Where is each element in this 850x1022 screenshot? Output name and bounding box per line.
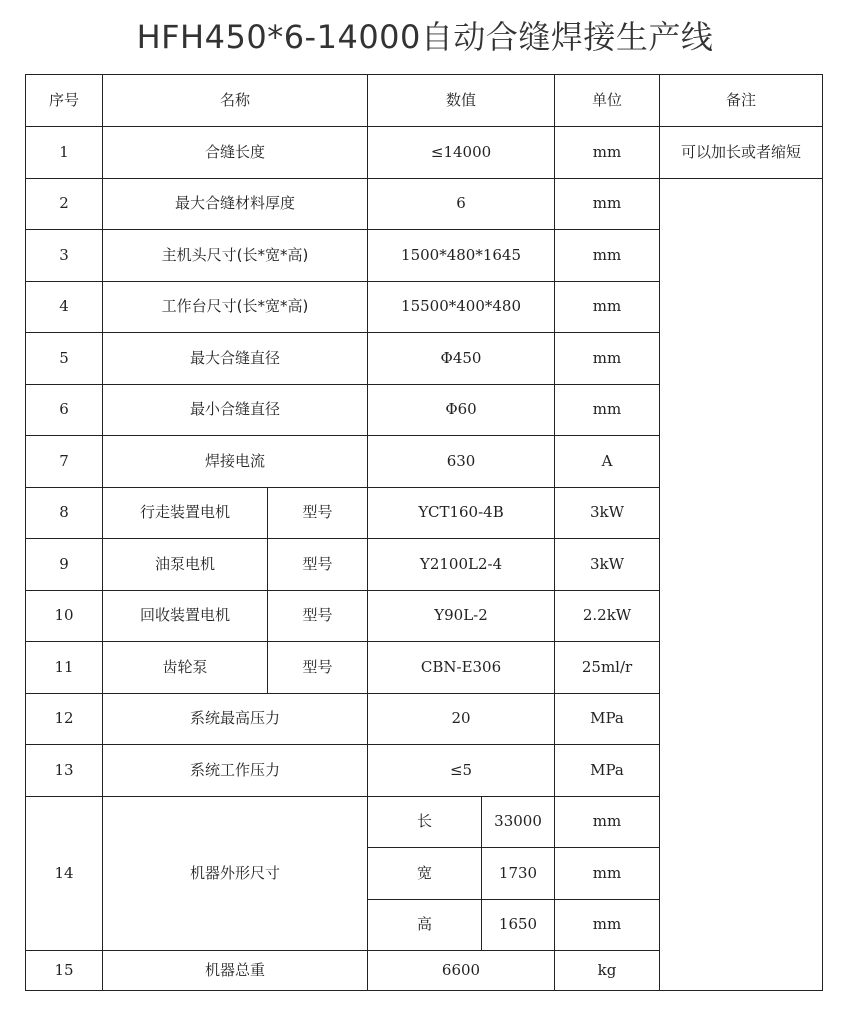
cell-value: Y90L-2: [368, 590, 555, 642]
table-row: [26, 178, 823, 230]
cell-name: 最小合缝直径: [103, 384, 368, 436]
cell-unit: MPa: [555, 693, 660, 745]
cell-value: Φ60: [368, 384, 555, 436]
cell-name: 合缝长度: [103, 127, 368, 179]
cell-unit: mm: [555, 796, 660, 848]
cell-seq: 2: [26, 178, 103, 230]
cell-value: 15500*400*480: [368, 281, 555, 333]
cell-name: 回收装置电机: [103, 590, 268, 642]
cell-value: Y2100L2-4: [368, 539, 555, 591]
cell-unit: 3kW: [555, 487, 660, 539]
cell-value: CBN-E306: [368, 642, 555, 694]
cell-unit: 2.2kW: [555, 590, 660, 642]
cell-dim-value: 1650: [482, 899, 555, 951]
cell-value: Φ450: [368, 333, 555, 385]
cell-unit: mm: [555, 333, 660, 385]
cell-name: 系统工作压力: [103, 745, 368, 797]
cell-seq: 1: [26, 127, 103, 179]
cell-seq: 6: [26, 384, 103, 436]
cell-note: 可以加长或者缩短: [660, 127, 823, 179]
cell-unit: 3kW: [555, 539, 660, 591]
cell-unit: MPa: [555, 745, 660, 797]
cell-seq: 8: [26, 487, 103, 539]
header-value: 数值: [368, 75, 555, 127]
cell-name: 工作台尺寸(长*宽*高): [103, 281, 368, 333]
cell-value: YCT160-4B: [368, 487, 555, 539]
cell-name: 焊接电流: [103, 436, 368, 488]
cell-seq: 13: [26, 745, 103, 797]
cell-unit: mm: [555, 127, 660, 179]
cell-seq: 7: [26, 436, 103, 488]
cell-seq: 10: [26, 590, 103, 642]
cell-seq: 4: [26, 281, 103, 333]
cell-unit: mm: [555, 230, 660, 282]
cell-name: 行走装置电机: [103, 487, 268, 539]
cell-dim-label: 高: [368, 899, 482, 951]
cell-dim-value: 33000: [482, 796, 555, 848]
cell-unit: kg: [555, 951, 660, 991]
spec-table: [25, 74, 823, 991]
cell-unit: mm: [555, 899, 660, 951]
header-seq: 序号: [26, 75, 103, 127]
header-row: [26, 75, 823, 127]
cell-name: 主机头尺寸(长*宽*高): [103, 230, 368, 282]
cell-unit: mm: [555, 848, 660, 900]
header-unit: 单位: [555, 75, 660, 127]
cell-value: 6: [368, 178, 555, 230]
cell-seq: 11: [26, 642, 103, 694]
cell-dim-label: 长: [368, 796, 482, 848]
cell-sub: 型号: [268, 539, 368, 591]
cell-note-blank: [660, 178, 823, 991]
cell-dim-label: 宽: [368, 848, 482, 900]
cell-value: 630: [368, 436, 555, 488]
cell-seq: 15: [26, 951, 103, 991]
header-note: 备注: [660, 75, 823, 127]
cell-name: 齿轮泵: [103, 642, 268, 694]
cell-value: ≤5: [368, 745, 555, 797]
cell-unit: mm: [555, 178, 660, 230]
cell-name: 系统最高压力: [103, 693, 368, 745]
cell-dim-value: 1730: [482, 848, 555, 900]
cell-sub: 型号: [268, 590, 368, 642]
cell-seq: 3: [26, 230, 103, 282]
cell-value: ≤14000: [368, 127, 555, 179]
cell-name: 油泵电机: [103, 539, 268, 591]
cell-seq: 14: [26, 796, 103, 951]
cell-unit: 25ml/r: [555, 642, 660, 694]
cell-name: 最大合缝直径: [103, 333, 368, 385]
cell-seq: 9: [26, 539, 103, 591]
cell-name: 最大合缝材料厚度: [103, 178, 368, 230]
cell-value: 20: [368, 693, 555, 745]
page-title: HFH450*6-14000自动合缝焊接生产线: [136, 18, 714, 56]
cell-unit: A: [555, 436, 660, 488]
cell-value: 6600: [368, 951, 555, 991]
cell-sub: 型号: [268, 642, 368, 694]
table-row: [26, 127, 823, 179]
cell-seq: 12: [26, 693, 103, 745]
cell-unit: mm: [555, 281, 660, 333]
cell-seq: 5: [26, 333, 103, 385]
cell-sub: 型号: [268, 487, 368, 539]
cell-unit: mm: [555, 384, 660, 436]
header-name: 名称: [103, 75, 368, 127]
cell-name: 机器总重: [103, 951, 368, 991]
cell-name: 机器外形尺寸: [103, 796, 368, 951]
cell-value: 1500*480*1645: [368, 230, 555, 282]
